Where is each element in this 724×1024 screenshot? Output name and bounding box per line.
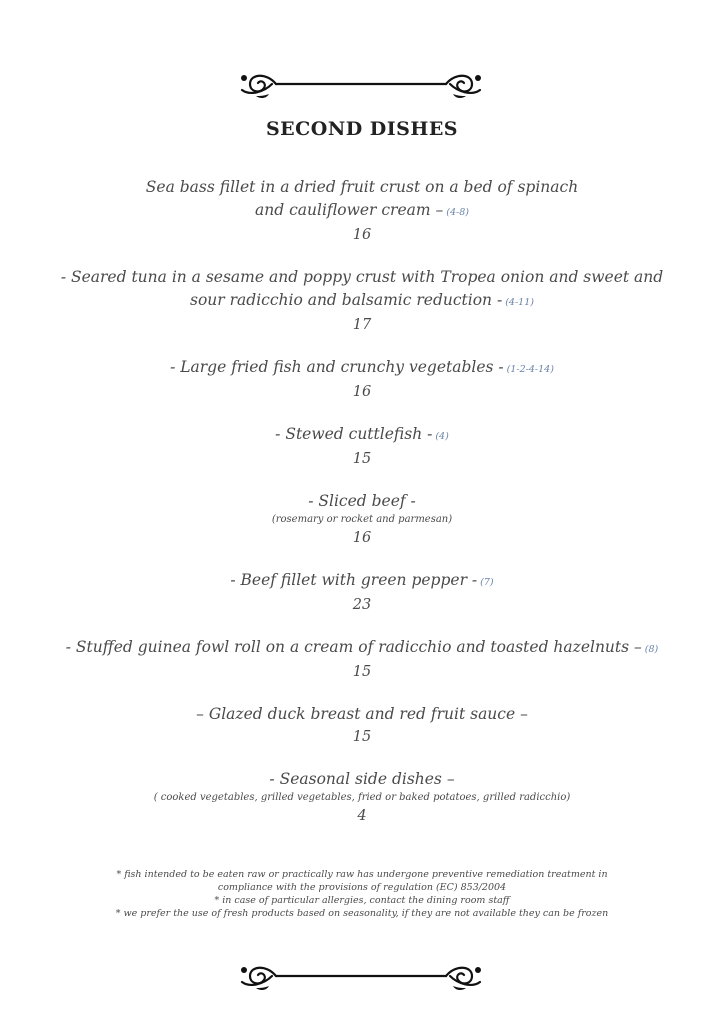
dish-name-continued: and cauliflower cream – (4-8) (255, 201, 469, 219)
dish-price: 15 (352, 729, 372, 745)
allergen-codes: (8) (644, 644, 659, 655)
dish-item (40, 569, 684, 616)
dish-options: ( cooked vegetables, grilled vegetables, fried or baked potatoes, grilled radicchio) (153, 792, 571, 803)
dish-item (40, 423, 684, 470)
dish-name: - Stuffed guinea fowl roll on a cream of radicchio and toasted hazelnuts – (8) (65, 638, 659, 656)
allergen-codes: (4-8) (446, 207, 469, 218)
dish-price: 15 (352, 451, 372, 467)
footnote-line: compliance with the provisions of regulation (EC) 853/2004 (217, 882, 507, 893)
dish-name: - Sliced beef - (308, 492, 416, 510)
dish-price: 23 (352, 597, 372, 613)
dish-list (40, 176, 684, 847)
footnote-line: * we prefer the use of fresh products based on seasonality, if they are not available they can be frozen (115, 908, 609, 919)
dish-price: 15 (352, 664, 372, 680)
footnote-line: * in case of particular allergies, contact the dining room staff (214, 895, 510, 906)
dish-price: 16 (352, 384, 372, 400)
dish-item (40, 356, 684, 403)
allergen-codes: (1-2-4-14) (506, 364, 554, 375)
dish-item (40, 636, 684, 683)
dish-item (40, 176, 684, 246)
allergen-codes: (4) (435, 431, 449, 442)
dish-name: - Stewed cuttlefish - (4) (275, 425, 449, 443)
dish-item (40, 266, 684, 336)
top-ornament-divider (236, 66, 486, 102)
dish-name: - Beef fillet with green pepper - (7) (230, 571, 494, 589)
dish-name: - Seasonal side dishes – (269, 770, 455, 788)
footnotes (40, 868, 684, 920)
dish-item (40, 490, 684, 549)
dish-name: - Large fried fish and crunchy vegetables - (1-2-4-14) (170, 358, 554, 376)
dish-name: – Glazed duck breast and red fruit sauce – (196, 705, 528, 723)
dish-price: 16 (352, 227, 372, 243)
dish-item (40, 768, 684, 827)
allergen-codes: (4-11) (505, 297, 534, 308)
footnote-line: * fish intended to be eaten raw or practically raw has undergone preventive remediation treatment in (116, 869, 608, 880)
dish-price: 17 (352, 317, 372, 333)
dish-name-continued: sour radicchio and balsamic reduction - (4-11) (190, 291, 534, 309)
allergen-codes: (7) (480, 577, 494, 588)
dish-price: 16 (352, 530, 372, 546)
dish-options: (rosemary or rocket and parmesan) (271, 514, 453, 525)
dish-item (40, 703, 684, 748)
dish-name: Sea bass fillet in a dried fruit crust on a bed of spinach (145, 178, 579, 196)
dish-name: - Seared tuna in a sesame and poppy crust with Tropea onion and sweet and (60, 268, 664, 286)
dish-price: 4 (357, 808, 367, 824)
section-title: SECOND DISHES (265, 118, 459, 140)
bottom-ornament-divider (236, 958, 486, 994)
